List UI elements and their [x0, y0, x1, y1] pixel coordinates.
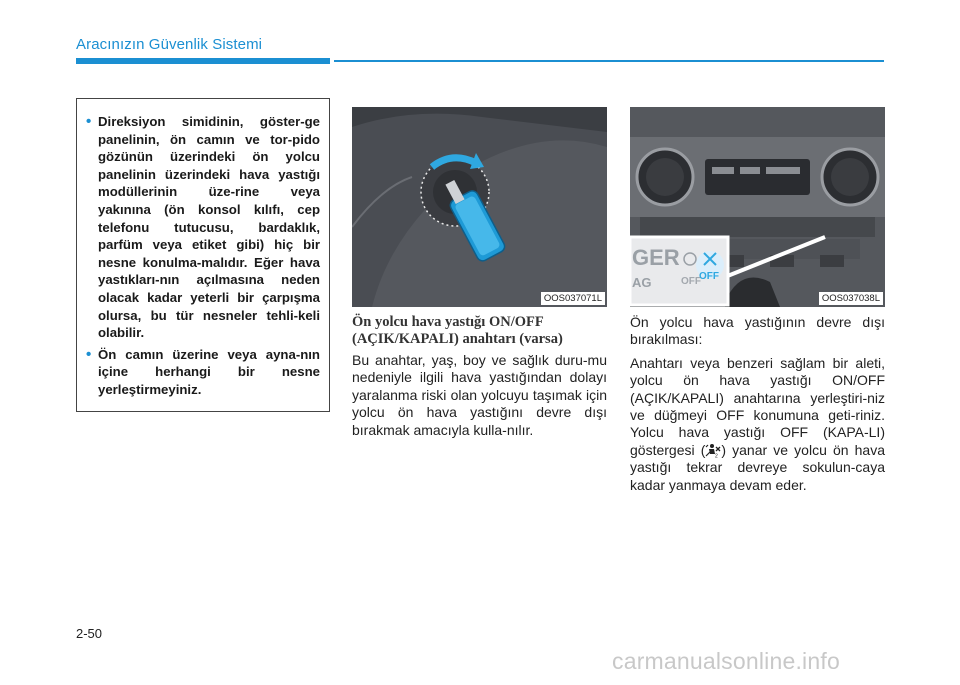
figure-airbag-off-indicator	[630, 107, 885, 307]
paragraph-text: Anahtarı veya benzeri sağlam bir aleti, yolcu ön hava yastığı ON/OFF (AÇIK/KAPALI) anahtarına yerleştiri-niz ve düğmeyi OFF konumuna geti-riniz. Yolcu hava yastığı OFF (KAPA-LI) göstergesi (	[630, 354, 885, 458]
body-paragraph: Bu anahtar, yaş, boy ve sağlık duru-mu nedeniyle ilgili hava yastığından dolayı yaralanma riski olan yolcuyu taşımak için yolcu ön hava yastığını devre dışı bırakmak amacıyla kulla-nılır.	[352, 352, 607, 438]
airbag-off-indicator-icon	[705, 443, 721, 458]
figure-code: OOS037071L	[541, 292, 605, 305]
panel-text-off-grey: OFF	[681, 276, 701, 287]
header-rule-thin	[334, 60, 884, 62]
warning-list	[86, 113, 320, 399]
heading-line: Ön yolcu hava yastığı ON/OFF	[352, 314, 544, 330]
panel-text-off-lit: OFF	[699, 271, 719, 282]
header-rule-thick	[76, 58, 330, 64]
body-paragraph: Ön yolcu hava yastığının devre dışı bırakılması:	[630, 314, 885, 348]
svg-text:2: 2	[715, 453, 719, 458]
panel-text-ag: AG	[632, 275, 652, 290]
warning-item: • Direksiyon simidinin, göster-ge panelinin, ön camın ve tor-pido gözünün üzerindeki ön yolcu panelinin üzerindeki hava yastığı modüllerinin üze-rine veya yakınına (ön konsol kılıfı, cep telefonu tutucusu, bardaklık, parfüm veya etiket gibi) hiç bir nesne konulma-malıdır. Eğer hava yastıkları-nın açılmasına neden olacak kadar yeterli bir çarpışma olursa, bu tür nesneler tehli-keli olabilir.	[86, 113, 320, 342]
section-header: Aracınızın Güvenlik Sistemi	[76, 36, 263, 53]
column-2-body	[352, 352, 607, 445]
figure-airbag-switch-key	[352, 107, 607, 307]
heading-line: (AÇIK/KAPALI) anahtarı (varsa)	[352, 330, 563, 347]
figure-code: OOS037038L	[819, 292, 883, 305]
section-heading	[352, 314, 607, 347]
warning-box	[76, 98, 330, 412]
warning-item: • Ön camın üzerine veya ayna-nın içine herhangi bir nesne yerleştirmeyiniz.	[86, 346, 320, 399]
key-switch-illustration	[352, 107, 607, 307]
page-number: 2-50	[76, 626, 103, 641]
dashboard-illustration	[630, 107, 885, 307]
column-3-body	[630, 314, 885, 500]
panel-text-ger: GER	[632, 245, 680, 270]
body-paragraph	[630, 355, 885, 494]
watermark: carmanualsonline.info	[612, 648, 840, 674]
paragraph-text: ) yanar ve yolcu ön hava yastığı tekrar devreye sokulun-caya kadar yanmaya devam eder.	[630, 441, 885, 493]
